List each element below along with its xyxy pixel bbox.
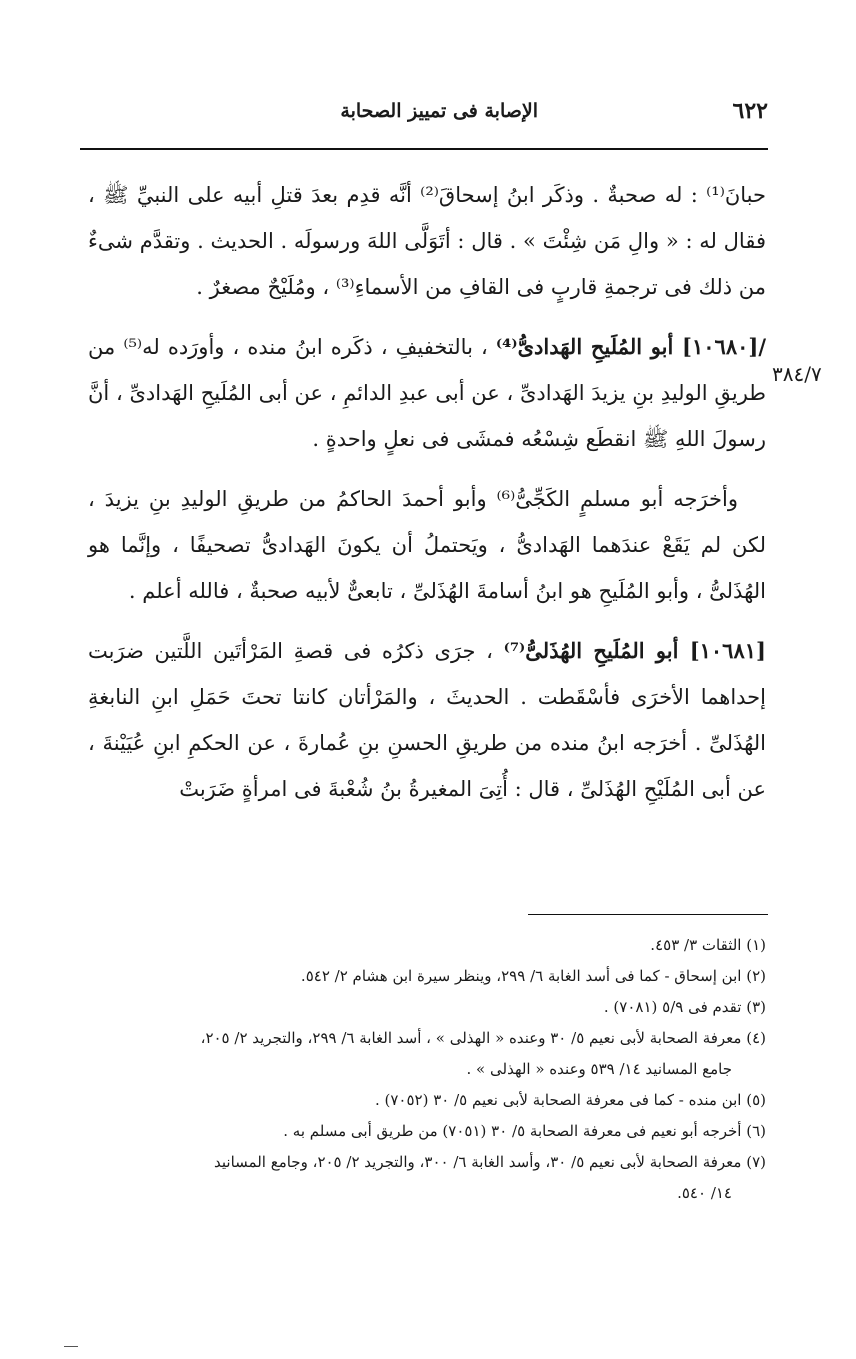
running-title: الإصابة فى تمييز الصحابة	[340, 100, 538, 122]
main-text	[88, 172, 766, 826]
footnote-6: (٦) أخرجه أبو نعيم فى معرفة الصحابة ٥/ ٣٠ (٧٠٥١) من طريق أبى مسلم به .	[283, 1122, 766, 1140]
paragraph-3: وأخرَجه أبو مسلمٍ الكَجِّىُّ⁽⁶⁾ وأبو أحمدَ الحاكمُ من طريقِ الوليدِ بنِ يزيدَ ، لكن لم يَقَعْ عندَهما الهَدادىُّ ، ويَحتملُ أن يكونَ الهَدادىُّ تصحيفًا ، وإنَّما هو الهُذَلىُّ ، وأبو المُلَيحِ هو ابنُ أسامةَ الهُذَلىِّ ، تابعىٌّ لأبيه صحبةٌ ، فالله أعلم .	[88, 487, 766, 603]
footnote-separator	[528, 914, 768, 915]
footnote-4-continued: جامع المسانيد ١٤/ ٥٣٩ وعنده « الهذلى » .	[466, 1060, 732, 1078]
entry-10680	[88, 324, 766, 462]
page-header	[80, 96, 768, 150]
footnote-4: (٤) معرفة الصحابة لأبى نعيم ٥/ ٣٠ وعنده « الهذلى » ، أسد الغابة ٦/ ٢٩٩، والتجريد ٢/ ٢٠٥،	[200, 1029, 766, 1047]
paragraph-2: من طريقِ الوليدِ بنِ يزيدَ الهَدادىِّ ، عن أبى عبدِ الدائمِ ، عن أبى المُلَيحِ الهَدادىِّ ، أنَّ رسولَ اللهِ ﷺ انقطَع شِسْعُه فمشَى فى نعلٍ واحدةٍ .	[88, 335, 766, 451]
footnotes	[88, 930, 766, 1209]
entry-heading: [١٠٦٨١] أبو المُلَيحِ الهُذَلىُّ⁽⁷⁾	[503, 638, 766, 663]
footnote-2: (٢) ابن إسحاق - كما فى أسد الغابة ٦/ ٢٩٩، وينظر سيرة ابن هشام ٢/ ٥٤٢.	[300, 967, 766, 985]
footnote-7: (٧) معرفة الصحابة لأبى نعيم ٥/ ٣٠، وأسد الغابة ٦/ ٣٠٠، والتجريد ٢/ ٢٠٥، وجامع المسانيد	[214, 1153, 766, 1171]
margin-volume-page-reference: ٣٨٤/٧	[772, 362, 822, 386]
footnote-7-continued: ١٤/ ٥٤٠.	[677, 1184, 732, 1202]
footnote-5: (٥) ابن منده - كما فى معرفة الصحابة لأبى نعيم ٥/ ٣٠ (٧٠٥٢) .	[374, 1091, 766, 1109]
entry-heading: /[١٠٦٨٠] أبو المُلَيحِ الهَدادىُّ⁽⁴⁾	[495, 334, 767, 359]
page-edge-mark	[64, 1346, 78, 1347]
paragraph-4: ، جرَى ذكرُه فى قصةِ المَرْأتَين اللَّتين ضرَبت إحداهما الأخرَى فأسْقَطت . الحديثَ ، والمَرْأتان كانتا تحتَ حَمَلِ ابنِ النابغةِ الهُذَلىِّ . أخرَجه ابنُ منده من طريقِ الحسنِ بنِ عُمارةَ ، عن الحكمِ ابنِ عُيَيْنةَ ، عن أبى المُلَيْحِ الهُذَلىِّ ، قال : أُتِىَ المغيرةُ بنُ شُعْبةَ فى امرأةٍ ضَرَبتْ	[88, 639, 766, 801]
paragraph-1: حبانَ⁽¹⁾ : له صحبةٌ . وذكَر ابنُ إسحاقَ⁽²⁾ أنَّه قدِم بعدَ قتلِ أبيه على النبيِّ ﷺ ، فقال له : « والِ مَن شِئْتَ » . قال : أتَوَلَّى اللهَ ورسولَه . الحديث . وتقدَّم شىءٌ من ذلك فى ترجمةِ قاربٍ فى القافِ من الأسماءِ⁽³⁾ ، ومُلَيْحٌ مصغرٌ .	[88, 183, 766, 299]
entry-lead: ، بالتخفيفِ ، ذكَره ابنُ منده ، وأورَده له⁽⁵⁾	[123, 335, 488, 359]
footnote-1: (١) الثقات ٣/ ٤٥٣.	[650, 936, 766, 954]
page-number: ٦٢٢	[732, 98, 768, 124]
footnote-3: (٣) تقدم فى ٥/٩ (٧٠٨١) .	[603, 998, 766, 1016]
entry-10681	[88, 628, 766, 812]
